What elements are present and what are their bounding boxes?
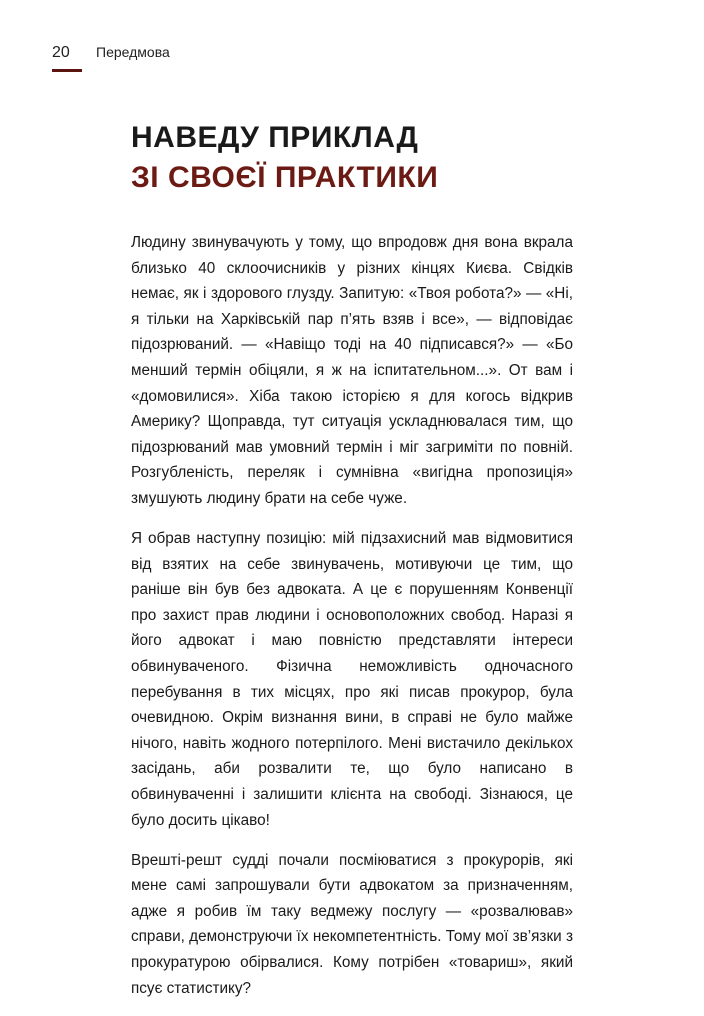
paragraph-3: Врешті-решт судді почали посміюватися з прокурорів, які мене самі запрошували бути адвокатом за призначенням, адже я робив їм таку ведмежу послугу — «розвалював» справи, демонструючи їх некомпетентність. Тому мої зв’язки з прокуратурою обірвалися. Кому потрібен «товариш», який псує статистику? <box>131 851 573 997</box>
paragraph-2: Я обрав наступну позицію: мій підзахисний мав відмовитися від взятих на себе звинувачень, мотивуючи це тим, що раніше він був без адвоката. А це є порушенням Конвенції про захист прав людини і основоположних свобод. Наразі я його адвокат і маю повністю представляти інтереси обвинуваченого. Фізична неможливість одночасного перебування в тих місцях, про які писав прокурор, була очевидною. Окрім визнання вини, в справі не було майже нічого, навіть жодного потерпілого. Мені вистачило декількох засідань, аби розвалити те, що було написано в обвинуваченні і залишити клієнта на свободі. Зізнаюся, це було досить цікаво! <box>131 530 573 829</box>
title-line-1: НАВЕДУ ПРИКЛАД <box>131 121 419 154</box>
page-number: 20 <box>52 44 70 61</box>
section-name: Передмова <box>96 44 170 60</box>
running-head <box>52 44 170 62</box>
body-text <box>131 230 573 1016</box>
title-line-2: ЗІ СВОЄЇ ПРАКТИКИ <box>131 161 439 194</box>
header-accent-rule <box>52 69 82 72</box>
chapter-title <box>131 118 438 198</box>
paragraph-1: Людину звинувачують у тому, що впродовж дня вона вкрала близько 40 склоочисників у різних кінцях Києва. Свідків немає, як і здорового глузду. Запитую: «Твоя робота?» — «Ні, я тільки на Харківській пар п’ять взяв і все», — відповідає підозрюваний. — «Навіщо тоді на 40 підписався?» — «Бо менший термін обіцяли, я ж на іспитательном...». От вам і «домовилися». Хіба такою історією я для когось відкрив Америку? Щоправда, тут ситуація ускладнювалася тим, що підозрюваний мав умовний термін і міг загриміти по повній. Розгубленість, переляк і сумнівна «вигідна пропозиція» змушують людину брати на себе чуже. <box>131 234 573 507</box>
